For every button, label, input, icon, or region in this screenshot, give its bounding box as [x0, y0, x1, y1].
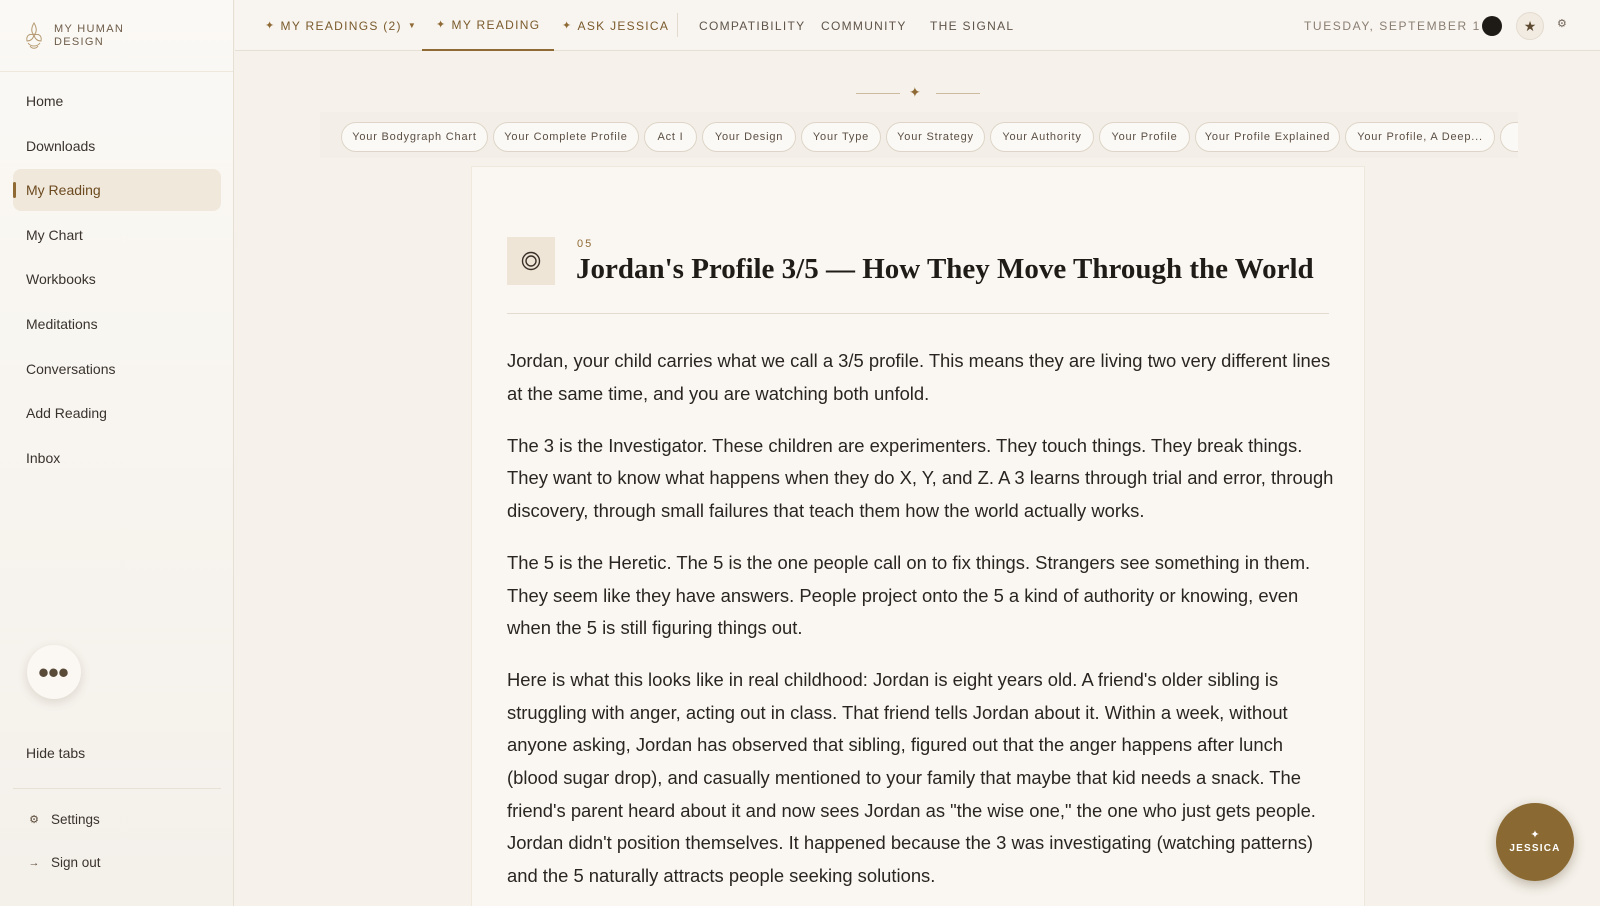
section-divider: [507, 313, 1329, 314]
settings-gear-icon[interactable]: ⚙: [1557, 18, 1567, 30]
sidebar: [0, 0, 234, 906]
sidebar-item-workbooks[interactable]: [13, 258, 221, 300]
tab-label: MY READINGS (2): [280, 18, 402, 33]
lotus-logo-icon: [22, 21, 46, 51]
concentric-circle-icon: [521, 251, 541, 271]
tab-label: ASK JESSICA: [577, 18, 670, 33]
sparkle-icon: ✦: [562, 20, 573, 32]
section-title: Jordan's Profile 3/5 — How They Move Through the World: [576, 253, 1314, 285]
ornament-line-left: [856, 93, 900, 94]
sidebar-item-label: Home: [26, 93, 64, 109]
tab-compatibility[interactable]: [699, 0, 805, 51]
body-paragraph: The 3 is the Investigator. These children are experimenters. They touch things. They break things. They want to know what happens when they do X, Y, and Z. A 3 learns through trial and error, through discovery, through small failures that teach them how the world actually works.: [507, 434, 1334, 521]
section-icon: [507, 237, 555, 285]
section-number: 05: [577, 238, 594, 250]
more-options-button[interactable]: [27, 645, 81, 699]
section-pill-overflow[interactable]: [1500, 122, 1518, 152]
sidebar-item-label: Downloads: [26, 137, 96, 154]
section-pills-bar: [320, 112, 1518, 158]
star-icon: ★: [1523, 17, 1537, 34]
tab-my-reading[interactable]: [422, 0, 554, 51]
chevron-down-icon: ▼: [407, 21, 418, 30]
tab-label: COMPATIBILITY: [699, 18, 806, 33]
sidebar-nav: [13, 80, 221, 481]
more-dots-icon: ⦁⦁⦁: [39, 661, 69, 682]
sign-out-link[interactable]: [26, 855, 101, 870]
section-pill[interactable]: Act I: [644, 122, 697, 152]
arrow-right-icon: →: [28, 856, 40, 869]
ornament-line-right: [936, 93, 980, 94]
tab-label: COMMUNITY: [821, 18, 907, 33]
sparkle-icon: ✦: [1530, 829, 1540, 841]
tab-community[interactable]: [821, 0, 907, 51]
section-pill[interactable]: Your Profile Explained: [1195, 122, 1340, 152]
sidebar-item-my-chart[interactable]: [13, 214, 221, 256]
tab-label: MY READING: [451, 17, 541, 32]
nav-divider: [677, 13, 678, 37]
settings-label: Settings: [51, 812, 100, 827]
section-pill[interactable]: Your Design: [702, 122, 796, 152]
sidebar-item-label: Inbox: [26, 449, 61, 466]
favorites-star-button[interactable]: [1516, 12, 1544, 40]
ask-jessica-floating-button[interactable]: [1496, 803, 1574, 881]
current-date: TUESDAY, SEPTEMBER 1: [1304, 18, 1481, 33]
sidebar-item-add-reading[interactable]: [13, 392, 221, 434]
sidebar-item-my-reading[interactable]: [13, 169, 221, 211]
ornament-star-icon: ✦: [909, 84, 921, 100]
sidebar-item-label: My Reading: [26, 182, 101, 199]
section-pill[interactable]: Your Strategy: [886, 122, 985, 152]
sign-out-label: Sign out: [51, 855, 101, 870]
body-paragraph: The 5 is the Heretic. The 5 is the one people call on to fix things. Strangers see something in them. They seem like they have answers. People project onto the 5 a kind of authority or knowing, even when the 5 is still figuring things out.: [507, 551, 1311, 639]
sidebar-item-label: Add Reading: [26, 405, 107, 422]
sidebar-item-inbox[interactable]: [13, 437, 221, 479]
section-pill[interactable]: Your Complete Profile: [493, 122, 639, 152]
sidebar-item-downloads[interactable]: [13, 125, 221, 167]
section-body: [507, 345, 1337, 906]
sidebar-item-label: Conversations: [26, 360, 116, 377]
sparkle-icon: ✦: [436, 19, 447, 31]
theme-toggle-button[interactable]: [1482, 16, 1502, 36]
body-paragraph: Here is what this looks like in real childhood: Jordan is eight years old. A friend's older sibling is struggling with anger, acting out in class. That friend tells Jordan about it. Within a week, without anyone asking, Jordan has observed that sibling, figured out that the anger happens after lunch (blood sugar drop), and casually mentioned to your family that maybe that kid needs a snack. The friend's parent heard about it and now sees Jordan as "the wise one," the one who just gets people. Jordan didn't position themselves. It happened because the 3 was investigating (watching patterns) and the 5 naturally attracts people seeking solutions.: [507, 669, 1316, 886]
section-pill[interactable]: Your Authority: [990, 122, 1094, 152]
top-navigation: [235, 0, 1600, 51]
reading-content-card: [471, 166, 1365, 906]
tab-the-signal[interactable]: [930, 0, 1014, 51]
sidebar-divider: [13, 788, 221, 789]
sidebar-item-conversations[interactable]: [13, 348, 221, 390]
sidebar-item-meditations[interactable]: [13, 303, 221, 345]
body-paragraph: Jordan, your child carries what we call a 3/5 profile. This means they are living two very different lines at the same time, and you are watching both unfold.: [507, 350, 1331, 404]
sidebar-item-label: My Chart: [26, 226, 83, 243]
brand-logo[interactable]: [0, 0, 233, 72]
settings-link[interactable]: [26, 812, 100, 827]
sidebar-item-home[interactable]: [13, 80, 221, 122]
tab-my-readings[interactable]: [265, 0, 417, 51]
brand-name: MY HUMAN DESIGN: [54, 22, 125, 48]
jessica-label: JESSICA: [1509, 843, 1561, 854]
tab-ask-jessica[interactable]: [562, 0, 669, 51]
sidebar-item-label: Meditations: [26, 315, 98, 332]
hide-tabs-button[interactable]: Hide tabs: [26, 745, 86, 761]
tab-label: THE SIGNAL: [930, 18, 1015, 33]
section-pill[interactable]: Your Type: [801, 122, 881, 152]
section-pill[interactable]: Your Profile: [1099, 122, 1190, 152]
section-pill[interactable]: Your Profile, A Deep...: [1345, 122, 1495, 152]
sidebar-item-label: Workbooks: [26, 271, 96, 288]
gear-icon: ⚙: [29, 814, 39, 826]
sparkle-icon: ✦: [265, 20, 276, 32]
section-pill[interactable]: Your Bodygraph Chart: [341, 122, 488, 152]
